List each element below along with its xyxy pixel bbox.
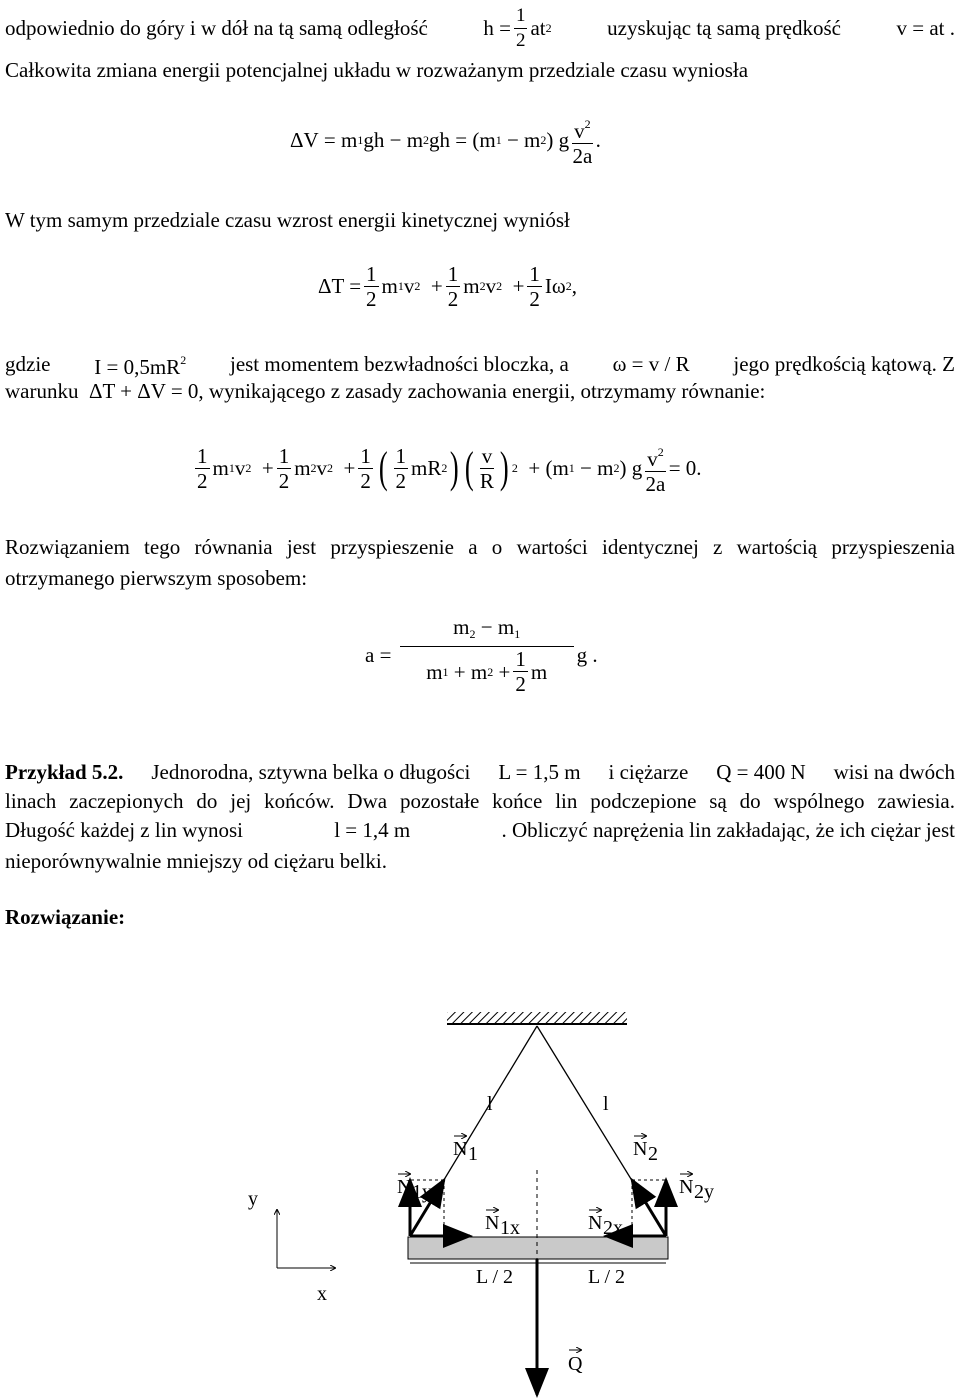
svg-text:2y: 2y xyxy=(694,1181,714,1203)
label-n1x xyxy=(485,1210,520,1239)
label-n2x xyxy=(588,1210,623,1239)
svg-text:2x: 2x xyxy=(603,1217,623,1239)
equation-delta-t: ΔT = $\frac{1}{2}$ m 1 v 2 + $\frac{1}{2}$ m 2 v 2 + $\frac{1}{2}$ Iω 2 , xyxy=(318,262,577,311)
text-p1-b: uzyskując tą samą prędkość xyxy=(607,16,841,40)
example-line-3: Długość każdej z lin wynosi l = 1,4 m . Obliczyć naprężenia lin zakładając, że ich ciężar jest xyxy=(5,818,955,842)
force-n2-arrow xyxy=(632,1180,666,1236)
label-n2 xyxy=(633,1136,658,1165)
solution-heading: Rozwiązanie: xyxy=(5,905,126,929)
equation-delta-v: ΔV = m 1 gh − m 2 gh = (m 1 − m 2 ) g $\frac{v^2}{2a}$ . xyxy=(290,112,601,168)
svg-text:N: N xyxy=(453,1138,468,1160)
ceiling-hatch xyxy=(447,1012,627,1024)
svg-text:N: N xyxy=(397,1176,412,1198)
label-x-axis: x xyxy=(317,1283,327,1305)
equation-energy-balance: $\frac{1}{2}$ m 1 v 2 + $\frac{1}{2}$ m 2 v 2 + $\frac{1}{2}$ ( $\frac{1}{2}$ mR 2 ) ( $\frac{v}{R}$ ) 2 + ( m 1 − m 2 ) g $\frac{v^2}{2a}$ = 0. xyxy=(192,440,702,496)
example-line-2: linach zaczepionych do jej końców. Dwa pozostałe końce lin podczepione są do wspólnego zawiesia. xyxy=(5,789,955,813)
text-line-6: Rozwiązaniem tego równania jest przyspieszenie a o wartości identycznej z wartością przyspieszenia otrzymanego pierwszym sposobem: xyxy=(5,535,955,590)
beam xyxy=(408,1237,668,1259)
label-l-left: l xyxy=(487,1093,493,1115)
formula-h: h = $\frac{1}{2}$ at 2 xyxy=(483,5,552,51)
label-half-length-right: L / 2 xyxy=(588,1266,626,1288)
svg-text:N: N xyxy=(485,1212,500,1234)
text-line-1: odpowiednio do góry i w dół na tą samą odległość h = $\frac{1}{2}$ at 2 uzyskując tą samą prędkość v = at . xyxy=(5,5,955,51)
text-line-5: warunku ΔT + ΔV = 0 , wynikającego z zasady zachowania energii, otrzymamy równanie: xyxy=(5,379,766,403)
label-n2y xyxy=(679,1174,714,1203)
svg-text:1: 1 xyxy=(468,1143,478,1165)
label-half-length-left: L / 2 xyxy=(476,1266,514,1288)
svg-text:N: N xyxy=(633,1138,648,1160)
label-q xyxy=(568,1350,583,1375)
svg-text:Q: Q xyxy=(568,1353,583,1375)
svg-text:1y: 1y xyxy=(412,1181,432,1203)
svg-text:N: N xyxy=(679,1176,694,1198)
svg-text:2: 2 xyxy=(648,1143,658,1165)
beam-diagram xyxy=(0,1000,960,1400)
equation-acceleration: a = $m_2 - m_1$ m 1 + m 2 + $\frac{1}{2}$ m g . xyxy=(365,615,598,696)
example-label: Przykład 5.2. xyxy=(5,760,124,784)
text-line-4: gdzie $I = 0,5mR^2$ jest momentem bezwładności bloczka, a ω = v / R jego prędkością kątową. Z xyxy=(5,351,955,379)
svg-text:N: N xyxy=(588,1212,603,1234)
text-line-2: Całkowita zmiana energii potencjalnej układu w rozważanym przedziale czasu wyniosła xyxy=(5,58,749,82)
svg-text:1x: 1x xyxy=(500,1217,520,1239)
example-line-4: nieporównywalnie mniejszy od ciężaru belki. xyxy=(5,849,387,873)
text-p1-a: odpowiednio do góry i w dół na tą samą odległość xyxy=(5,16,428,40)
text-line-3: W tym samym przedziale czasu wzrost energii kinetycznej wyniósł xyxy=(5,208,570,232)
label-l-right: l xyxy=(603,1093,609,1115)
label-y-axis: y xyxy=(248,1188,258,1210)
label-n1y xyxy=(397,1174,432,1203)
label-n1 xyxy=(453,1136,478,1165)
example-line-1: Przykład 5.2. Jednorodna, sztywna belka o długości L = 1,5 m i ciężarze Q = 400 N wisi na dwóch xyxy=(5,757,955,788)
